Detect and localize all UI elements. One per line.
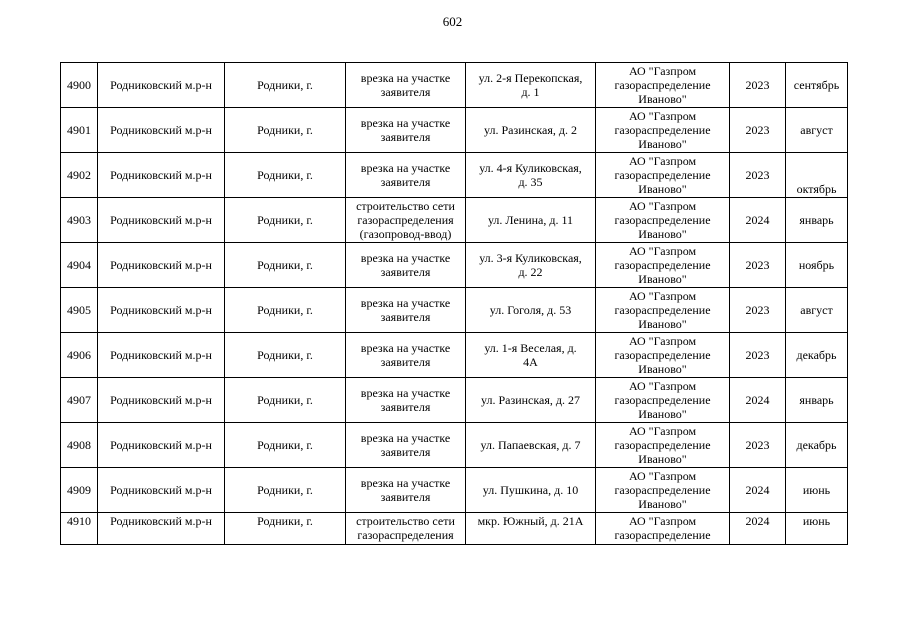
month-cell: ноябрь [786, 243, 848, 288]
year-cell: 2023 [730, 153, 786, 198]
year-cell: 2024 [730, 468, 786, 513]
row-number: 4904 [61, 243, 98, 288]
month-cell: август [786, 288, 848, 333]
organization-cell: АО "Газпром газораспределение [596, 513, 730, 545]
page-number: 602 [442, 14, 463, 29]
row-number: 4907 [61, 378, 98, 423]
row-number: 4906 [61, 333, 98, 378]
district-cell: Родниковский м.р-н [98, 513, 225, 545]
month-cell: декабрь [786, 423, 848, 468]
work-type-cell: врезка на участке заявителя [346, 378, 466, 423]
locality-cell: Родники, г. [225, 468, 346, 513]
row-number: 4900 [61, 63, 98, 108]
district-cell: Родниковский м.р-н [98, 198, 225, 243]
work-type-cell: врезка на участке заявителя [346, 288, 466, 333]
locality-cell: Родники, г. [225, 153, 346, 198]
locality-cell: Родники, г. [225, 378, 346, 423]
locality-cell: Родники, г. [225, 108, 346, 153]
table-row [61, 423, 848, 468]
table-row [61, 198, 848, 243]
work-type-cell: врезка на участке заявителя [346, 423, 466, 468]
row-number: 4902 [61, 153, 98, 198]
table-row [61, 378, 848, 423]
table-row [61, 153, 848, 198]
work-type-cell: врезка на участке заявителя [346, 63, 466, 108]
work-type-cell: врезка на участке заявителя [346, 468, 466, 513]
month-cell: октябрь [786, 153, 848, 198]
year-cell: 2023 [730, 63, 786, 108]
organization-cell: АО "Газпром газораспределение Иваново" [596, 333, 730, 378]
district-cell: Родниковский м.р-н [98, 288, 225, 333]
year-cell: 2023 [730, 243, 786, 288]
table-row [61, 63, 848, 108]
row-number: 4903 [61, 198, 98, 243]
month-cell: июнь [786, 513, 848, 545]
address-cell: ул. 3-я Куликовская, д. 22 [466, 243, 596, 288]
organization-cell: АО "Газпром газораспределение Иваново" [596, 423, 730, 468]
row-number: 4901 [61, 108, 98, 153]
address-cell: ул. Разинская, д. 2 [466, 108, 596, 153]
district-cell: Родниковский м.р-н [98, 378, 225, 423]
locality-cell: Родники, г. [225, 423, 346, 468]
month-cell: январь [786, 198, 848, 243]
address-cell: ул. Ленина, д. 11 [466, 198, 596, 243]
row-number: 4908 [61, 423, 98, 468]
table-row [61, 513, 848, 545]
gas-connection-table [60, 62, 848, 545]
district-cell: Родниковский м.р-н [98, 63, 225, 108]
locality-cell: Родники, г. [225, 288, 346, 333]
work-type-cell: врезка на участке заявителя [346, 108, 466, 153]
year-cell: 2023 [730, 108, 786, 153]
district-cell: Родниковский м.р-н [98, 153, 225, 198]
month-cell: июнь [786, 468, 848, 513]
year-cell: 2024 [730, 378, 786, 423]
work-type-cell: врезка на участке заявителя [346, 333, 466, 378]
locality-cell: Родники, г. [225, 198, 346, 243]
year-cell: 2023 [730, 423, 786, 468]
row-number: 4909 [61, 468, 98, 513]
organization-cell: АО "Газпром газораспределение Иваново" [596, 198, 730, 243]
work-type-cell: строительство сети газораспределения [346, 513, 466, 545]
table-row [61, 468, 848, 513]
month-cell: август [786, 108, 848, 153]
organization-cell: АО "Газпром газораспределение Иваново" [596, 153, 730, 198]
address-cell: ул. Пушкина, д. 10 [466, 468, 596, 513]
work-type-cell: врезка на участке заявителя [346, 153, 466, 198]
district-cell: Родниковский м.р-н [98, 108, 225, 153]
address-cell: ул. Папаевская, д. 7 [466, 423, 596, 468]
table-row [61, 333, 848, 378]
address-cell: ул. 2-я Перекопская, д. 1 [466, 63, 596, 108]
table-row [61, 243, 848, 288]
month-cell: январь [786, 378, 848, 423]
organization-cell: АО "Газпром газораспределение Иваново" [596, 108, 730, 153]
district-cell: Родниковский м.р-н [98, 243, 225, 288]
address-cell: ул. 4-я Куликовская, д. 35 [466, 153, 596, 198]
row-number: 4905 [61, 288, 98, 333]
organization-cell: АО "Газпром газораспределение Иваново" [596, 63, 730, 108]
address-cell: ул. Разинская, д. 27 [466, 378, 596, 423]
year-cell: 2024 [730, 513, 786, 545]
work-type-cell: строительство сети газораспределения (газопровод-ввод) [346, 198, 466, 243]
district-cell: Родниковский м.р-н [98, 423, 225, 468]
locality-cell: Родники, г. [225, 333, 346, 378]
work-type-cell: врезка на участке заявителя [346, 243, 466, 288]
table-row [61, 108, 848, 153]
district-cell: Родниковский м.р-н [98, 333, 225, 378]
year-cell: 2024 [730, 198, 786, 243]
organization-cell: АО "Газпром газораспределение Иваново" [596, 378, 730, 423]
row-number: 4910 [61, 513, 98, 545]
table-row [61, 288, 848, 333]
organization-cell: АО "Газпром газораспределение Иваново" [596, 288, 730, 333]
organization-cell: АО "Газпром газораспределение Иваново" [596, 243, 730, 288]
month-cell: сентябрь [786, 63, 848, 108]
address-cell: мкр. Южный, д. 21А [466, 513, 596, 545]
locality-cell: Родники, г. [225, 243, 346, 288]
year-cell: 2023 [730, 288, 786, 333]
locality-cell: Родники, г. [225, 63, 346, 108]
address-cell: ул. 1-я Веселая, д. 4А [466, 333, 596, 378]
district-cell: Родниковский м.р-н [98, 468, 225, 513]
year-cell: 2023 [730, 333, 786, 378]
month-cell: декабрь [786, 333, 848, 378]
locality-cell: Родники, г. [225, 513, 346, 545]
address-cell: ул. Гоголя, д. 53 [466, 288, 596, 333]
organization-cell: АО "Газпром газораспределение Иваново" [596, 468, 730, 513]
